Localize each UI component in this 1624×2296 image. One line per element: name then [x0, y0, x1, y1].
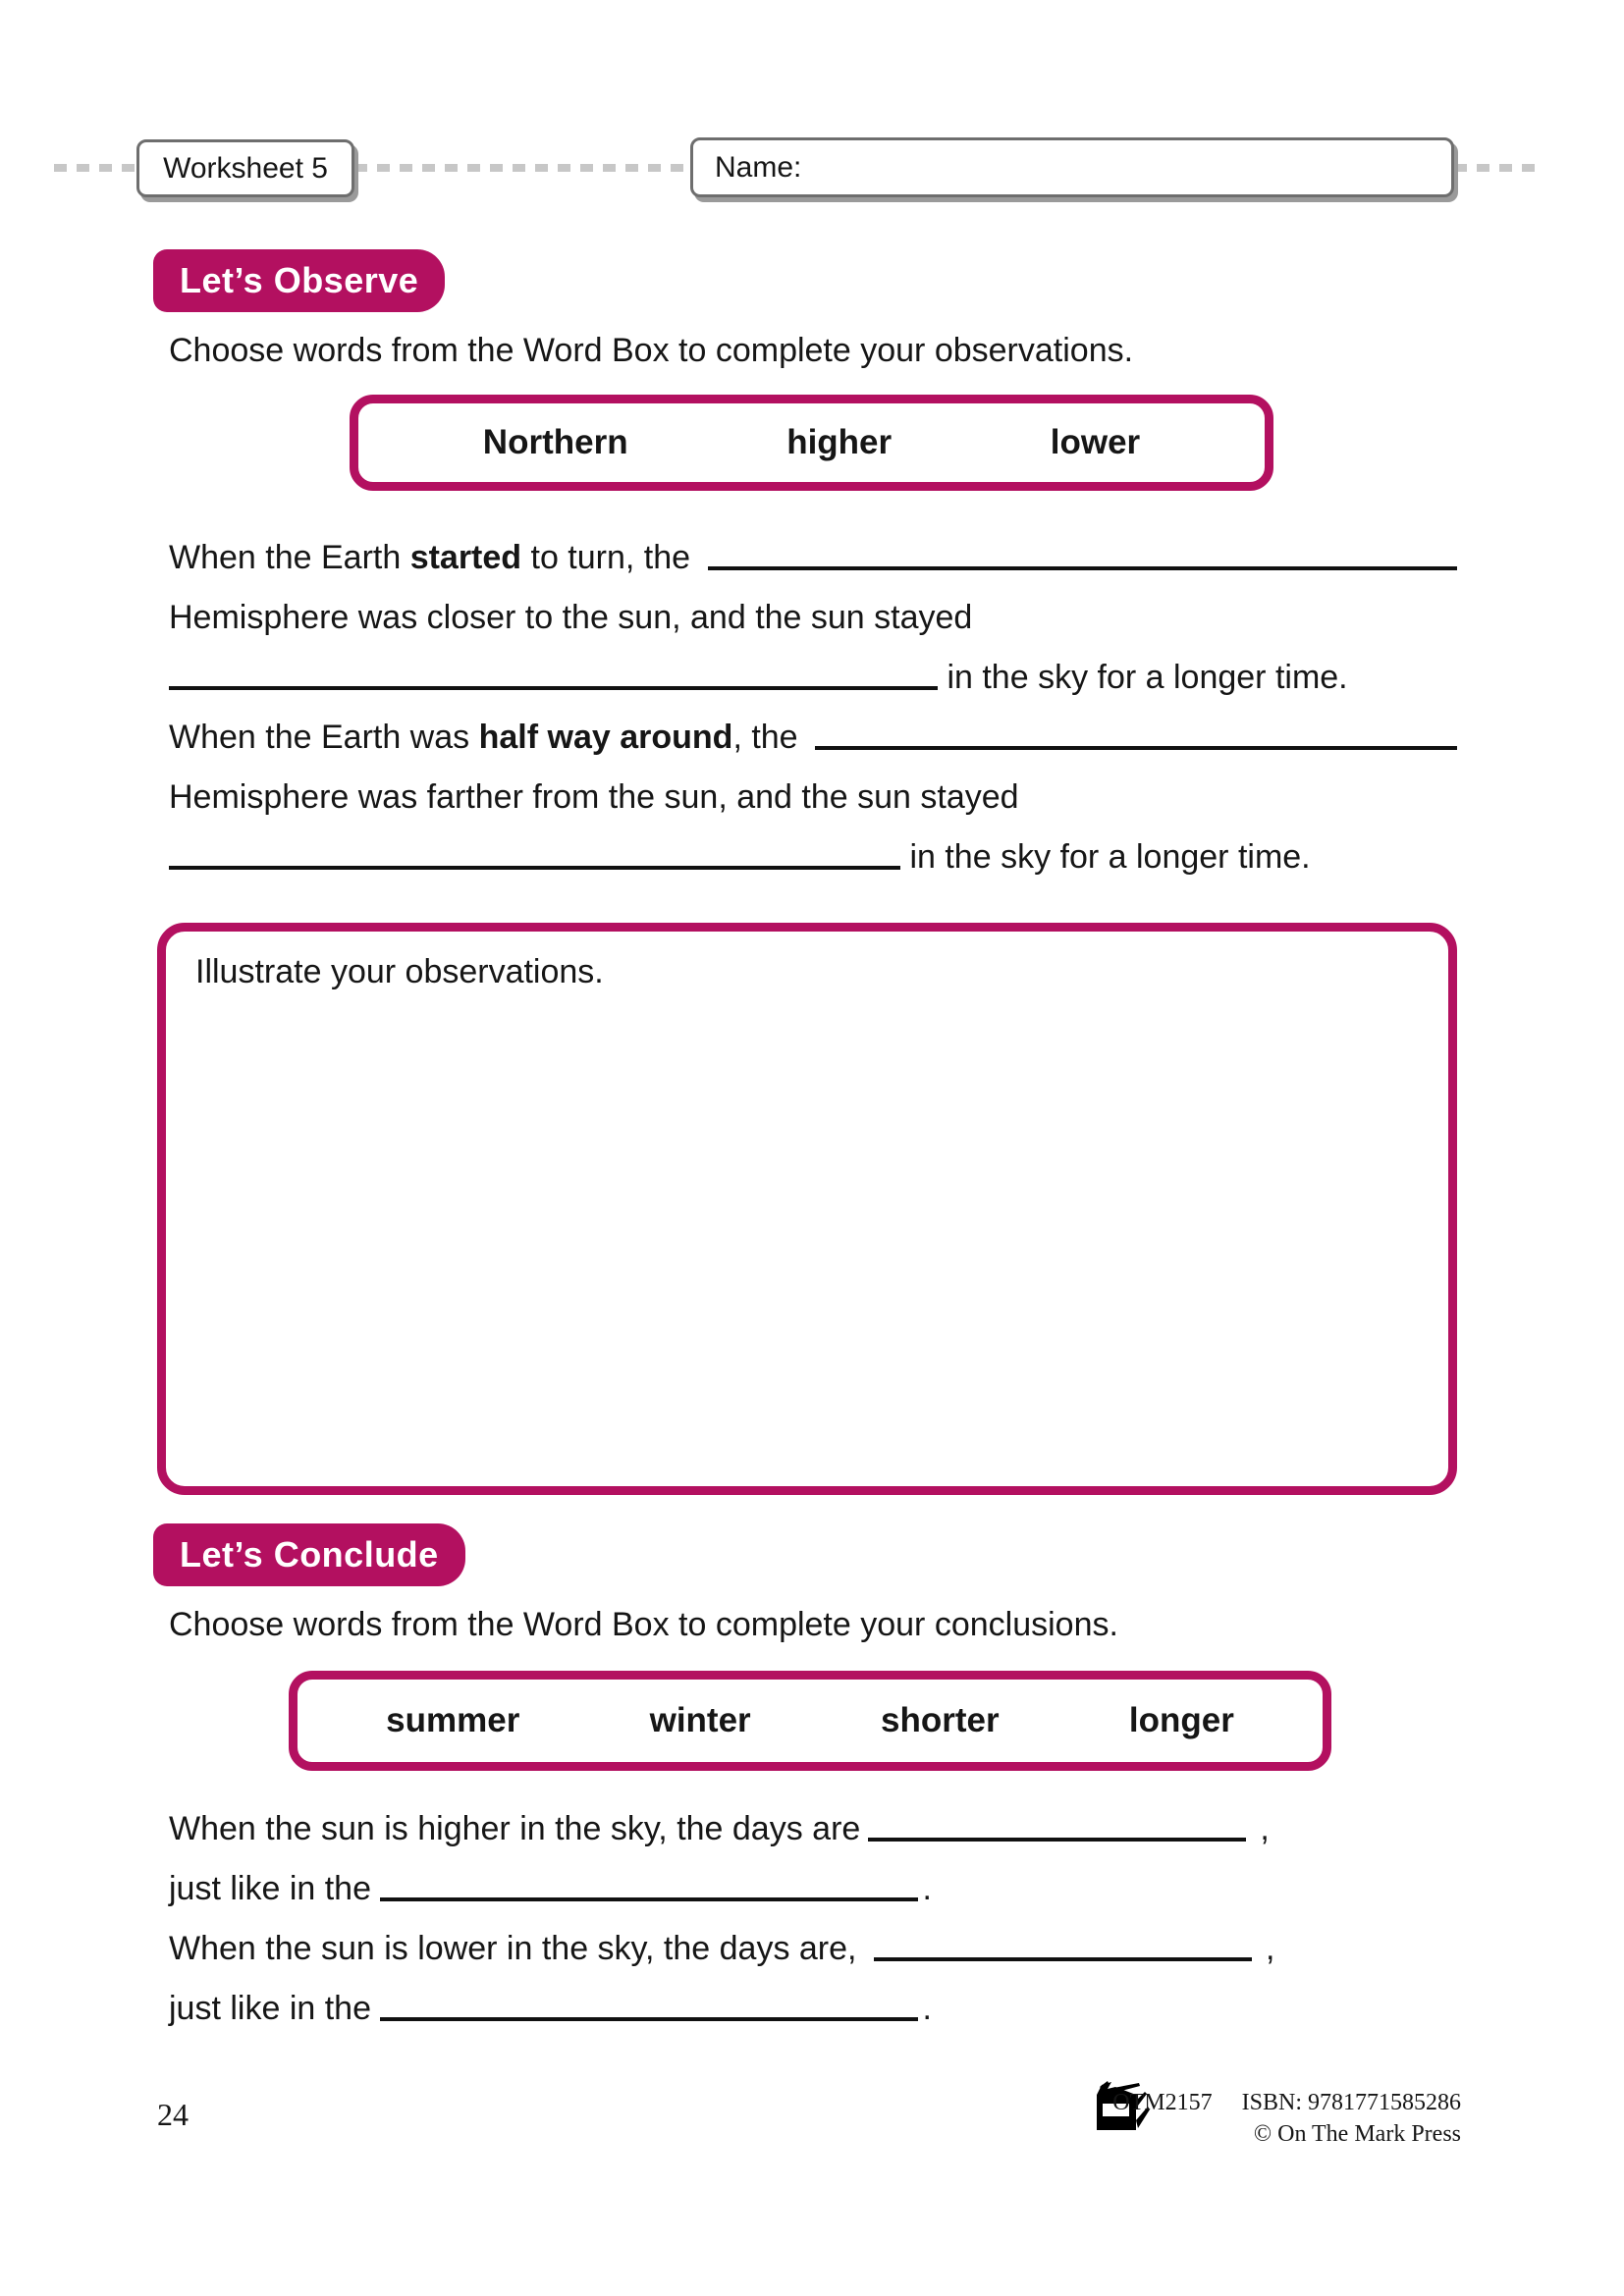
sentence-punctuation: .	[922, 1990, 932, 2027]
blank-line[interactable]	[169, 686, 938, 690]
sentence-text: in the sky for a longer time.	[900, 838, 1311, 876]
observe-section-badge: Let’s Observe	[153, 249, 445, 312]
sentence-punctuation: ,	[1260, 1810, 1270, 1847]
sentence-punctuation: .	[922, 1870, 932, 1907]
conclude-word-box	[289, 1671, 1331, 1771]
word-box-word: shorter	[880, 1701, 1000, 1739]
footer-copyright: © On The Mark Press	[1253, 2121, 1461, 2147]
page-number: 24	[157, 2097, 189, 2132]
blank-line[interactable]	[169, 866, 900, 870]
worksheet-number-label: Worksheet 5	[163, 151, 328, 185]
blank-line[interactable]	[868, 1838, 1246, 1842]
sentence-line	[169, 757, 1457, 817]
sentence-line	[169, 637, 1457, 697]
sentence-line	[169, 517, 1457, 577]
name-field[interactable]	[690, 137, 1454, 197]
observe-word-box	[350, 395, 1273, 491]
observe-instruction: Choose words from the Word Box to complete your observations.	[169, 332, 1134, 369]
blank-line[interactable]	[815, 746, 1457, 750]
header-dashed-line-middle	[354, 164, 690, 172]
sentence-text: just like in the	[169, 1990, 381, 2027]
sentence-text: When the Earth	[169, 539, 410, 576]
sentence-line	[169, 697, 1457, 757]
sentence-text: When the Earth was	[169, 719, 479, 756]
sentence-line	[169, 577, 1457, 637]
sentence-text: , the	[732, 719, 808, 756]
sentence-line	[169, 1789, 1457, 1848]
footer-isbn: ISBN: 9781771585286	[1241, 2090, 1461, 2115]
header-dashed-line-right	[1454, 164, 1537, 172]
sentence-text-bold: started	[409, 539, 522, 576]
conclude-section-badge: Let’s Conclude	[153, 1523, 465, 1586]
footer-publisher-info	[1112, 2087, 1461, 2150]
word-box-word: Northern	[482, 423, 628, 461]
word-box-word: lower	[1050, 423, 1141, 461]
illustration-label: Illustrate your observations.	[195, 953, 604, 990]
sentence-text: just like in the	[169, 1870, 381, 1907]
sentence-line	[169, 1848, 1457, 1908]
word-box-word: longer	[1128, 1701, 1234, 1739]
blank-line[interactable]	[380, 2017, 918, 2021]
sentence-text: to turn, the	[521, 539, 700, 576]
observe-sentences	[169, 517, 1457, 877]
sentence-text: When the sun is higher in the sky, the days are	[169, 1810, 861, 1847]
sentence-line	[169, 817, 1457, 877]
illustration-drawing-area[interactable]	[157, 923, 1457, 1495]
sentence-text: When the sun is lower in the sky, the days are,	[169, 1930, 866, 1967]
sentence-line	[169, 1908, 1457, 1968]
header-dashed-line-left	[54, 164, 136, 172]
name-label: Name:	[715, 150, 802, 184]
footer-code: OTM2157	[1112, 2090, 1213, 2115]
sentence-text: Hemisphere was farther from the sun, and the sun stayed	[169, 778, 1019, 816]
word-box-word: higher	[786, 423, 893, 461]
conclude-sentences	[169, 1789, 1457, 2028]
blank-line[interactable]	[874, 1957, 1252, 1961]
sentence-text: in the sky for a longer time.	[938, 659, 1348, 696]
footer-code-isbn	[1112, 2087, 1461, 2118]
sentence-line	[169, 1968, 1457, 2028]
word-box-word: summer	[386, 1701, 520, 1739]
blank-line[interactable]	[380, 1897, 918, 1901]
sentence-punctuation: ,	[1265, 1930, 1275, 1967]
word-box-word: winter	[649, 1701, 751, 1739]
sentence-text-bold: half way around	[478, 719, 733, 756]
conclude-instruction: Choose words from the Word Box to complete your conclusions.	[169, 1606, 1118, 1643]
sentence-text: Hemisphere was closer to the sun, and the sun stayed	[169, 599, 973, 636]
blank-line[interactable]	[708, 566, 1457, 570]
worksheet-number-box	[136, 139, 354, 197]
